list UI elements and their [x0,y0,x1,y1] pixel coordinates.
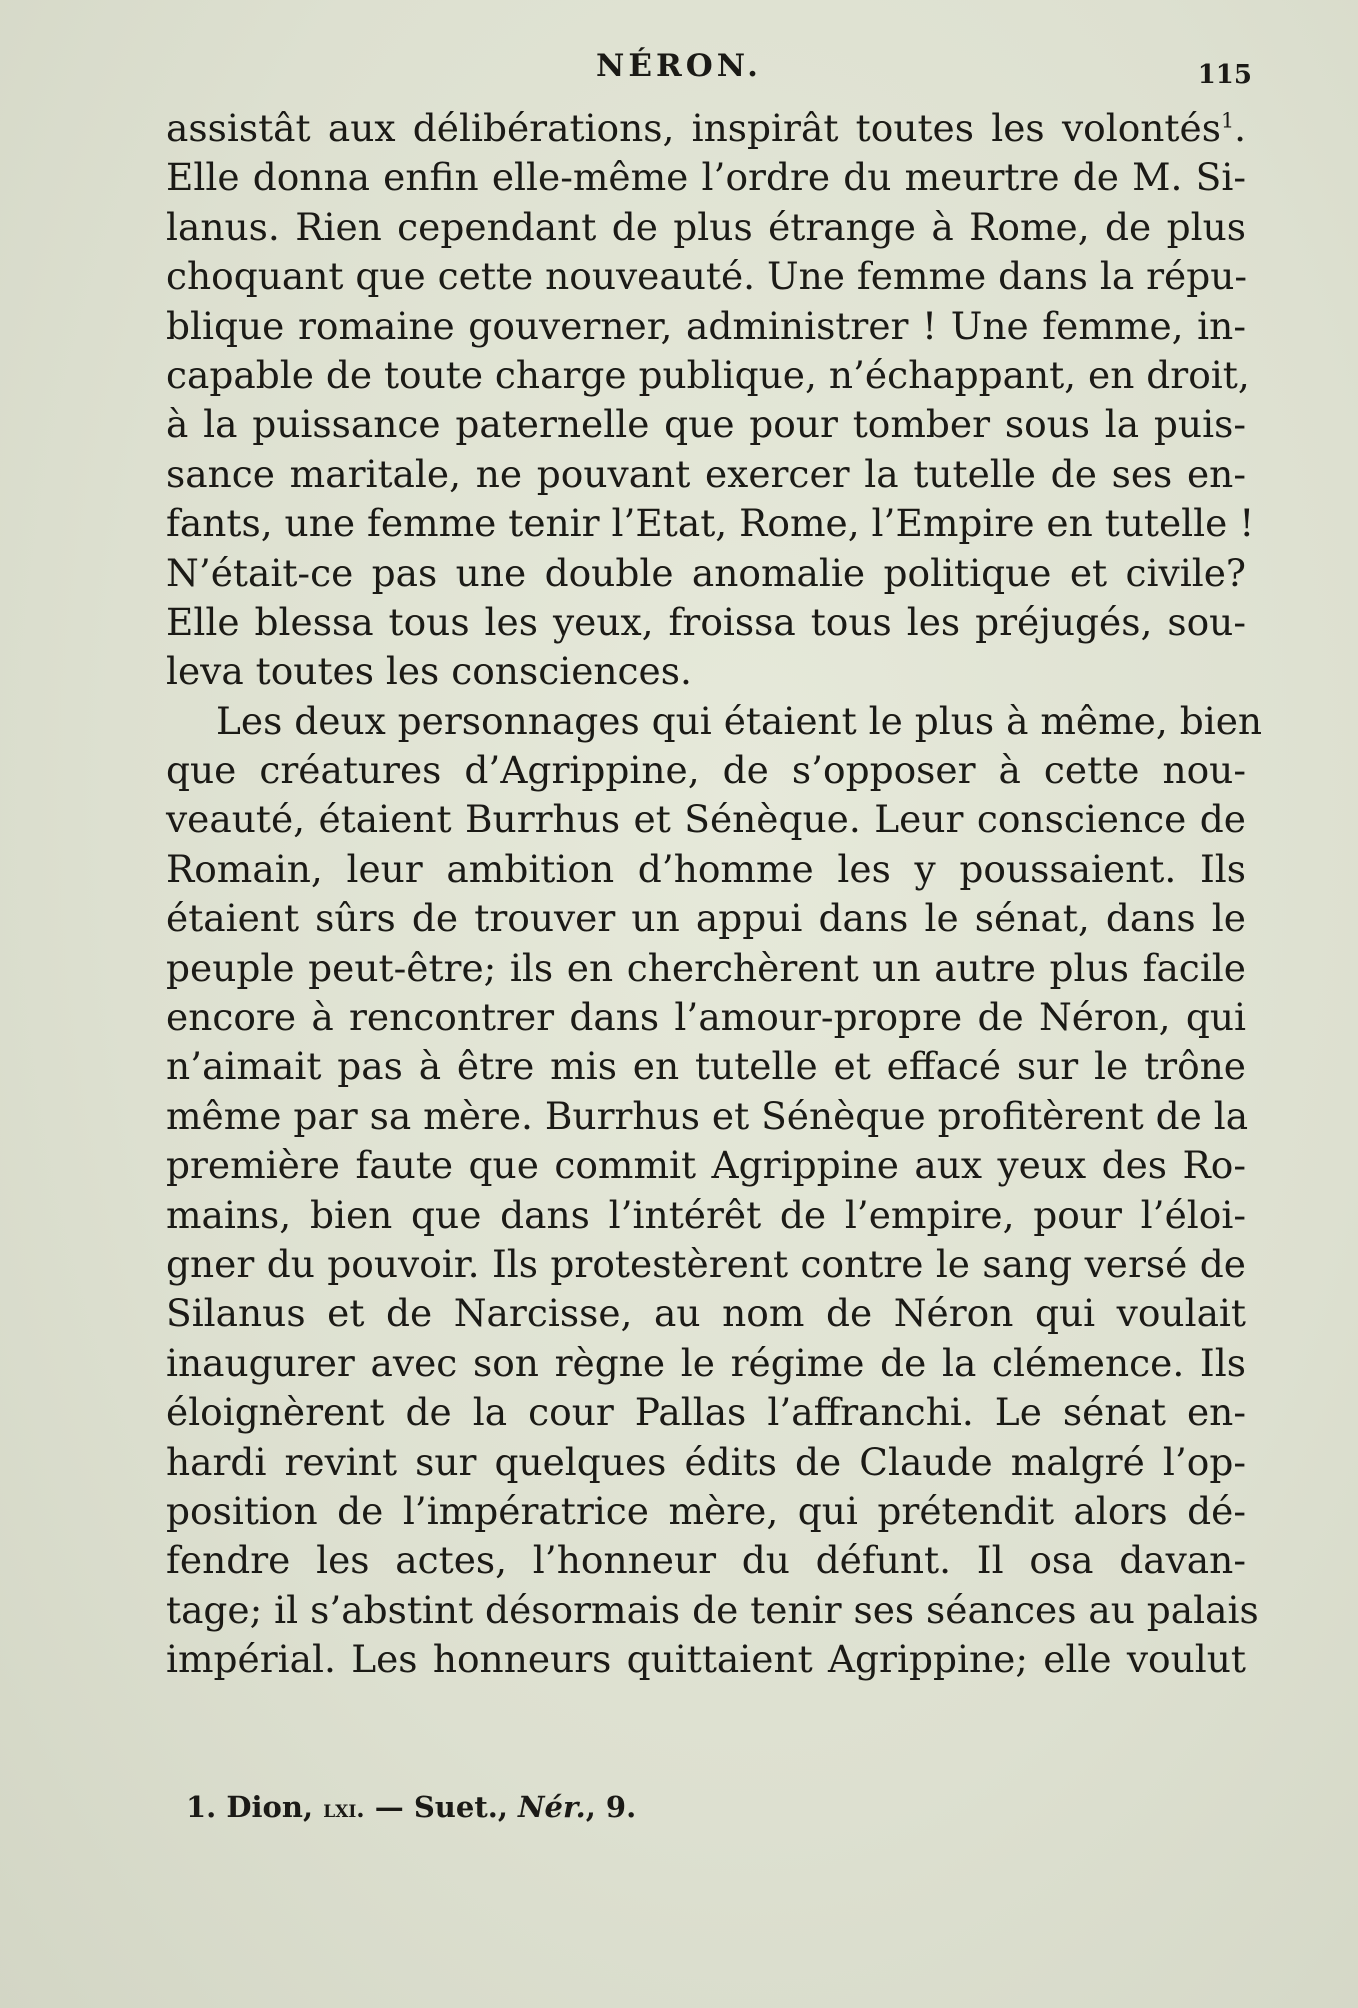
footnote-marker: 1 [1220,108,1235,133]
text-line: tage; il s’abstint désormais de tenir ses séances au palais [166,1587,1259,1632]
body-text [166,104,1263,1685]
text-line: mains, bien que dans l’intérêt de l’empire, pour l’éloi- [166,1192,1246,1237]
text-line: Elle blessa tous les yeux, froissa tous les préjugés, sou- [166,599,1246,644]
text-line: leva toutes les consciences. [166,649,692,694]
text-line: n’aimait pas à être mis en tutelle et effacé sur le trône [166,1044,1246,1089]
running-title: NÉRON. [596,48,762,84]
text-line: blique romaine gouverner, administrer ! Une femme, in- [166,303,1246,348]
footnote-text: — Suet., [374,1790,508,1824]
text-line: fendre les actes, l’honneur du défunt. Il osa davan- [166,1538,1246,1583]
footnote-text: , 9. [585,1790,637,1824]
text-line: étaient sûrs de trouver un appui dans le sénat, dans le [166,896,1246,941]
text-line: assistât aux délibérations, inspirât toutes les volontés$^1$. [166,106,1246,150]
text-line: position de l’impératrice mère, qui prétendit alors dé- [166,1488,1246,1533]
running-head [0,40,1358,100]
text-line: gner du pouvoir. Ils protestèrent contre le sang versé de [166,1241,1246,1286]
footnote-number: 1. [186,1790,217,1824]
page-number: 115 [1197,60,1252,90]
text-line: fants, une femme tenir l’Etat, Rome, l’Empire en tutelle ! [166,501,1255,546]
text-line: à la puissance paternelle que pour tomber sous la puis- [166,402,1246,447]
text-line: sance maritale, ne pouvant exercer la tutelle de ses en- [166,451,1246,496]
text-line: que créatures d’Agrippine, de s’opposer à cette nou- [166,748,1246,793]
text-line: N’était-ce pas une double anomalie politique et civile? [166,550,1246,595]
footnote-work: Nér. [518,1790,586,1824]
text-line: Elle donna enfin elle-même l’ordre du meurtre de M. Si- [166,155,1246,200]
text-line: choquant que cette nouveauté. Une femme dans la répu- [166,254,1248,299]
footnote-book: lxi. [323,1794,365,1823]
text-line: Romain, leur ambition d’homme les y poussaient. Ils [166,846,1246,891]
text-line: première faute que commit Agrippine aux yeux des Ro- [166,1143,1246,1188]
text-line: lanus. Rien cependant de plus étrange à Rome, de plus [166,204,1246,249]
text-line: veauté, étaient Burrhus et Sénèque. Leur conscience de [166,797,1246,842]
text-line: inaugurer avec son règne le régime de la clémence. Ils [166,1340,1246,1385]
text-line: hardi revint sur quelques édits de Claude malgré l’op- [166,1439,1246,1484]
footnote-text: Dion, [226,1790,314,1824]
text-line: peuple peut-être; ils en cherchèrent un autre plus facile [166,945,1246,990]
text-line: impérial. Les honneurs quittaient Agrippine; elle voulut [166,1637,1246,1682]
text-line: encore à rencontrer dans l’amour-propre de Néron, qui [166,995,1246,1040]
text-line: Les deux personnages qui étaient le plus à même, bien [216,698,1263,743]
text-line: Silanus et de Narcisse, au nom de Néron qui voulait [166,1291,1246,1336]
text-line: même par sa mère. Burrhus et Sénèque profitèrent de la [166,1093,1249,1138]
text-line: éloignèrent de la cour Pallas l’affranchi. Le sénat en- [166,1390,1246,1435]
text-line: capable de toute charge publique, n’échappant, en droit, [166,352,1250,397]
footnote [186,1790,636,1824]
